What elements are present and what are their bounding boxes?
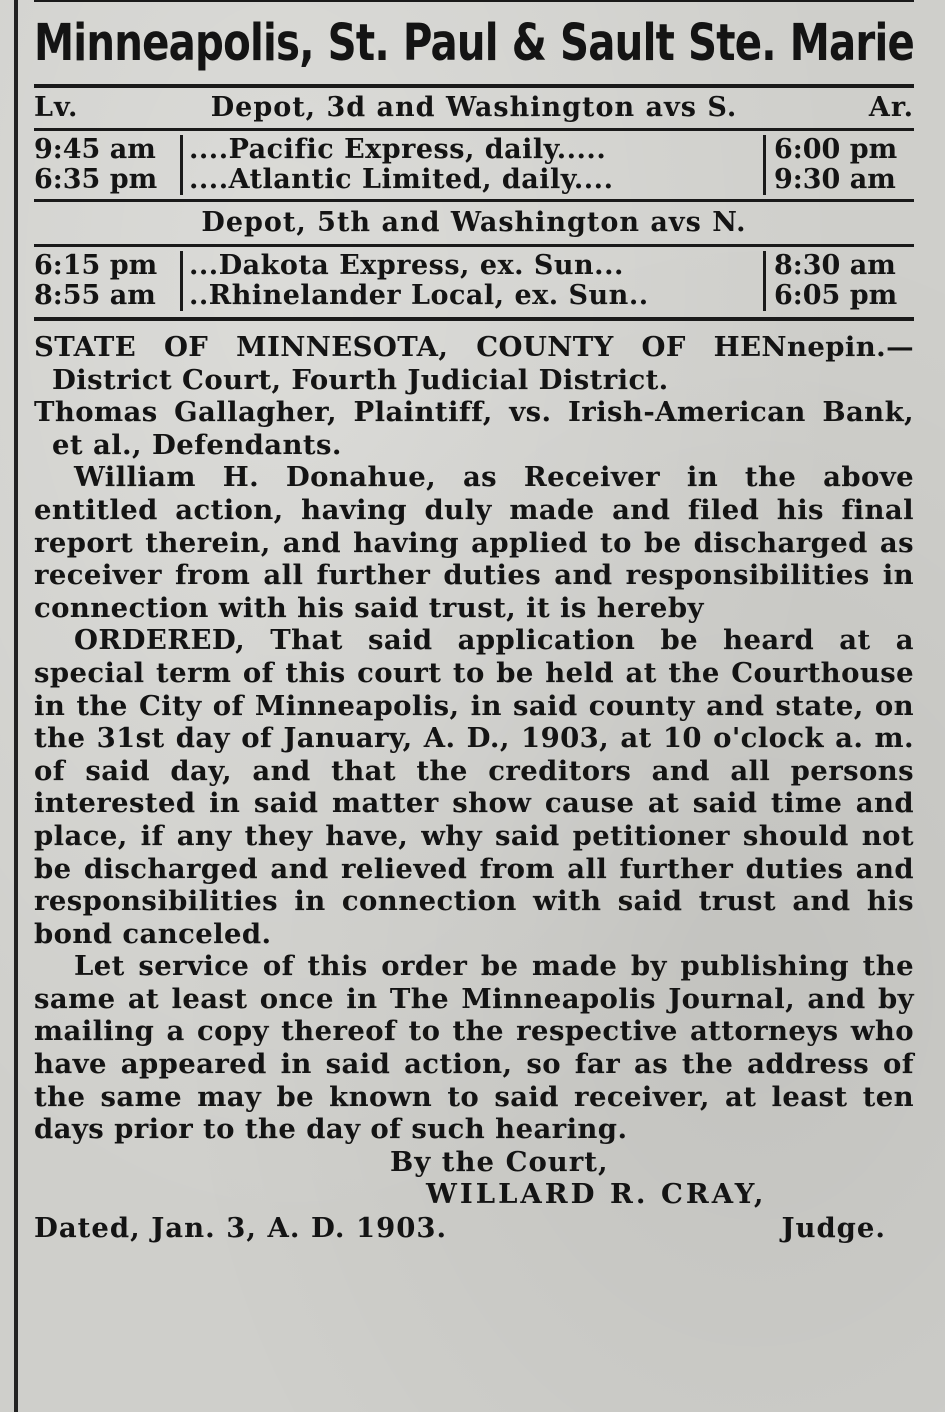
depot2-timetable [34,251,914,311]
by-the-court: By the Court, [390,1145,609,1178]
top-rule [34,0,914,2]
arrive-time: 6:00 pm [765,135,915,165]
signer-name: WILLARD R. CRAY, [426,1178,767,1211]
depot2-name: Depot, 5th and Washington avs N. [201,207,747,238]
section-rule [34,317,914,321]
signer-title: Judge. [781,1212,886,1245]
table-row [34,251,914,281]
arrive-time: 9:30 am [765,165,915,195]
table-row [34,281,914,311]
leave-time: 8:55 am [34,281,182,311]
arrive-label: Ar. [868,92,914,123]
dated-row [34,1211,914,1245]
dated-line: Dated, Jan. 3, A. D. 1903. [34,1212,448,1245]
depot1-rule [34,128,914,131]
depot1-header [34,88,914,128]
train-name: ..Rhinelander Local, ex. Sun.. [189,281,649,311]
arrive-time: 8:30 am [765,251,915,281]
leave-time: 6:15 pm [34,251,182,281]
arrive-time: 6:05 pm [765,281,915,311]
legal-notice [34,331,914,1146]
train-name: ...Dakota Express, ex. Sun... [189,251,624,281]
depot1-timetable [34,135,914,195]
leave-time: 6:35 pm [34,165,182,195]
depot1-name: Depot, 3d and Washington avs S. [210,92,738,123]
notice-parties: Thomas Gallagher, Plaintiff, vs. Irish-American Bank, et al., Defendants. [34,396,914,461]
notice-paragraph: Let service of this order be made by publishing the same at least once in The Minneapolis Journal, and by mailing a copy thereof to the respective attorneys who have appeared in said action, so far as the address of the same may be known to said receiver, at least ten days prior to the day of such hearing. [34,950,914,1146]
column [34,0,914,1245]
column-rule [14,0,18,1412]
train-name: ....Pacific Express, daily..... [189,135,607,165]
leave-time: 9:45 am [34,135,182,165]
leave-label: Lv. [34,92,79,123]
notice-heading: STATE OF MINNESOTA, COUNTY OF HENnepin.—District Court, Fourth Judicial District. [34,331,914,396]
train-name: ....Atlantic Limited, daily.... [189,165,614,195]
table-row [34,165,914,195]
railway-title: Minneapolis, St. Paul & Sault Ste. Marie [34,14,915,73]
table-row [34,135,914,165]
notice-paragraph: William H. Donahue, as Receiver in the above entitled action, having duly made and filed his final report therein, and having applied to be discharged as receiver from all further duties and responsibilities in connection with his said trust, it is hereby [34,461,914,624]
depot2-rule [34,244,914,247]
notice-paragraph: ORDERED, That said application be heard at a special term of this court to be held at the Courthouse in the City of Minneapolis, in said county and state, on the 31st day of January, A. D., 1903, at 10 o'clock a. m. of said day, and that the creditors and all persons interested in said matter show cause at said time and place, if any they have, why said petitioner should not be discharged and relieved from all further duties and responsibilities in connection with said trust and his bond canceled. [34,624,914,950]
